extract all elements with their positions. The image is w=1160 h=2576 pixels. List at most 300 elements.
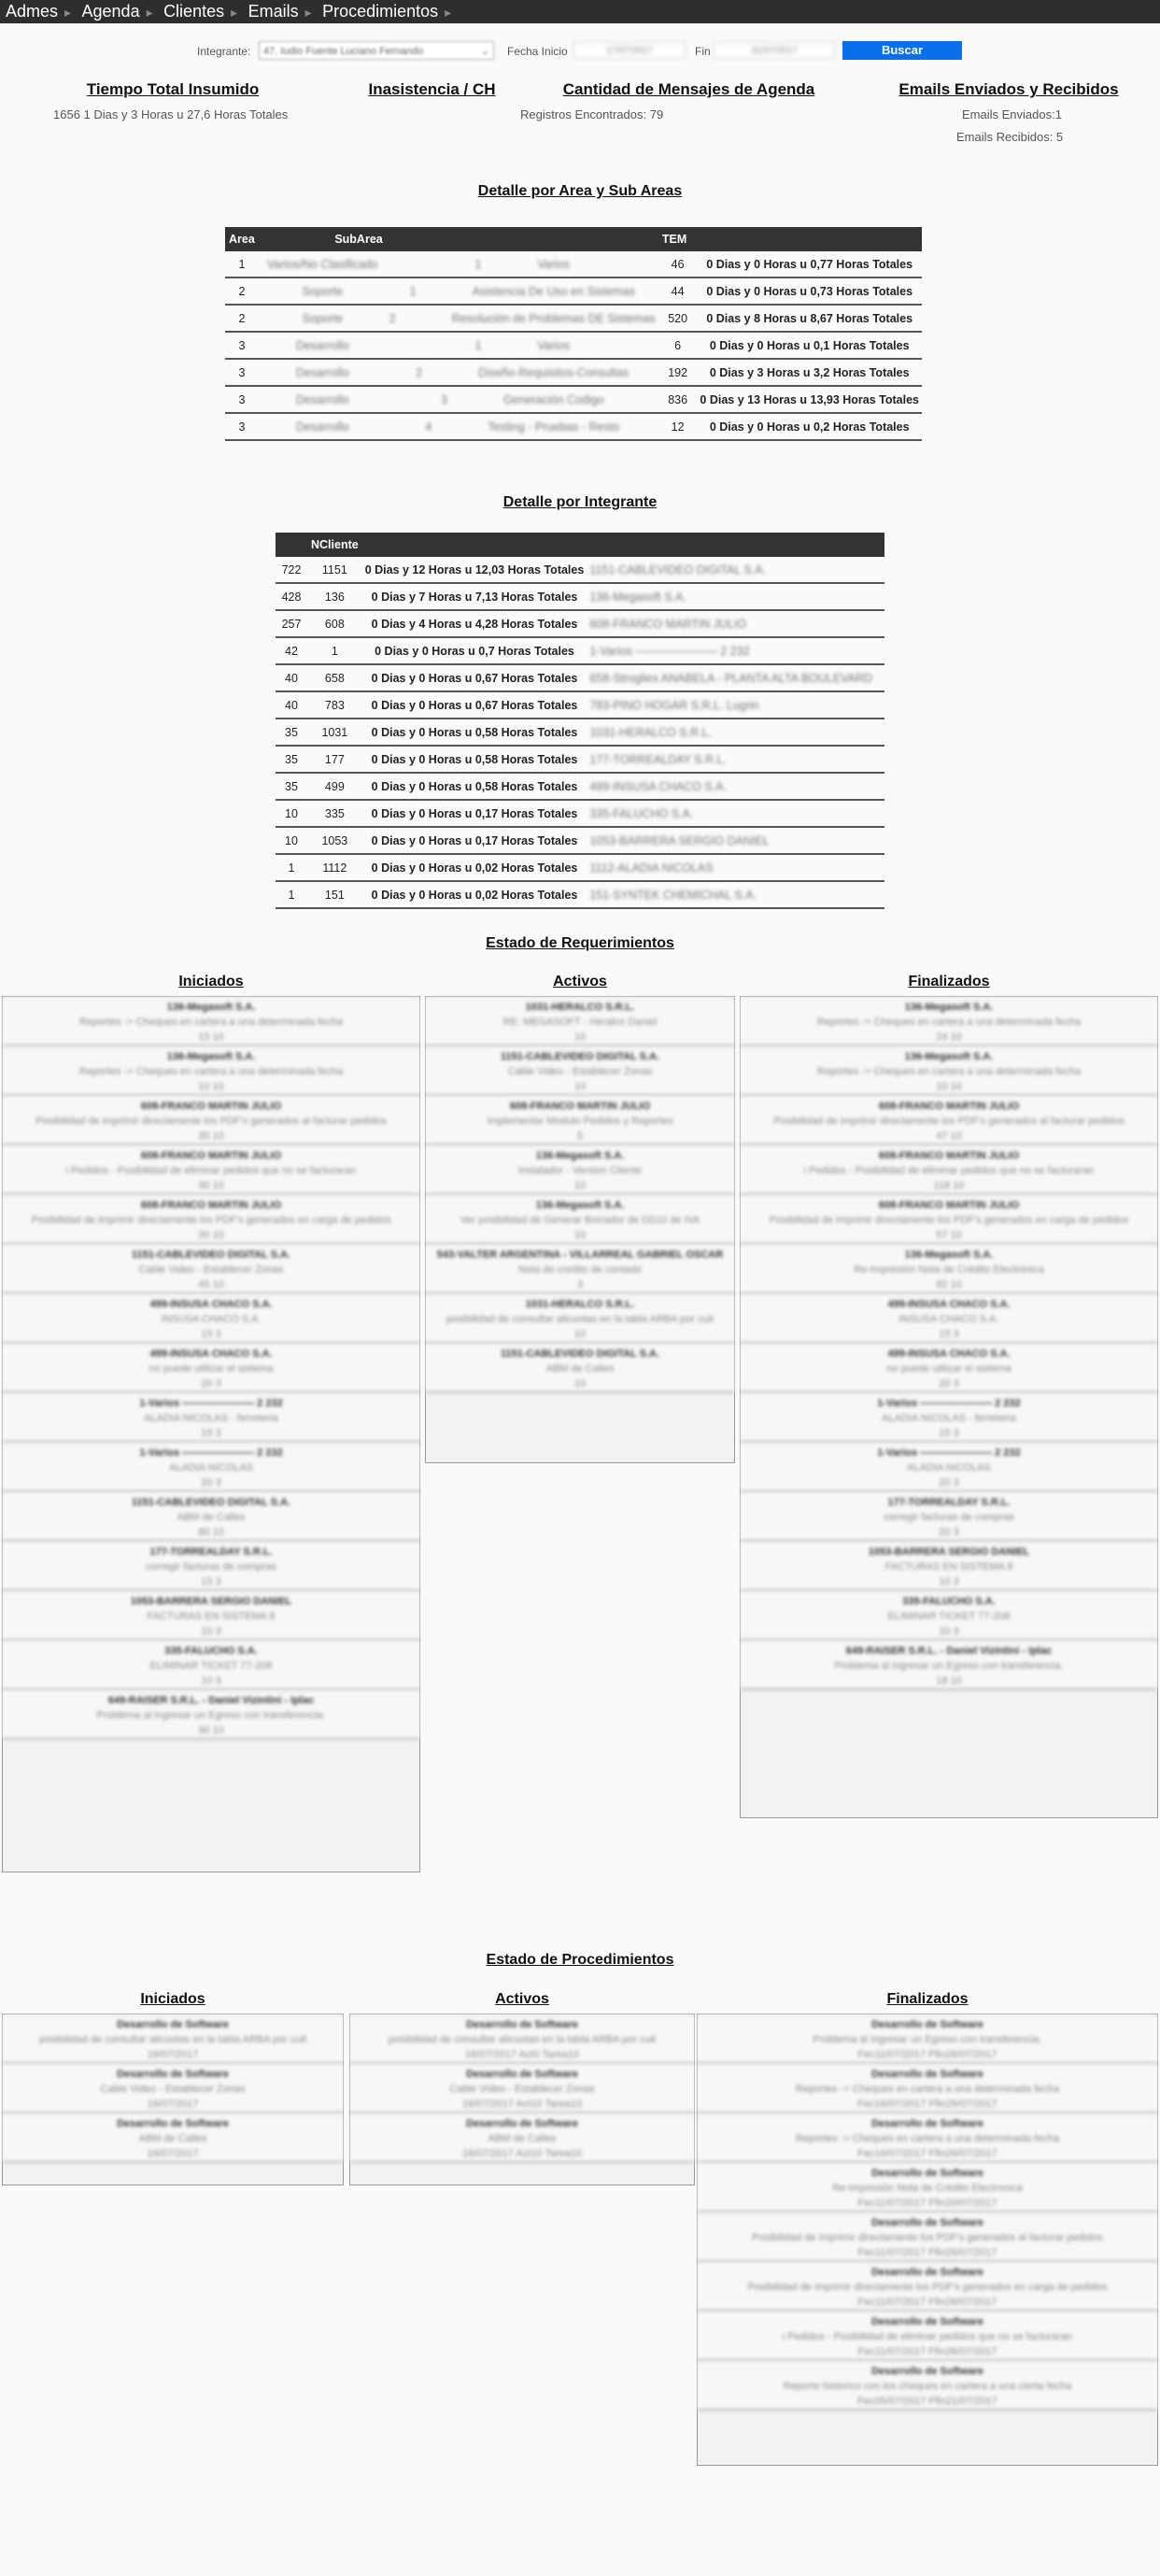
requerimiento-card[interactable] bbox=[3, 1443, 419, 1492]
area-name: Desarrollo bbox=[259, 413, 387, 440]
total-time: 0 Dias y 8 Horas u 8,67 Horas Totales bbox=[697, 305, 922, 332]
card-meta: 30 10 bbox=[198, 1180, 224, 1191]
card-title: Desarrollo de Software bbox=[871, 2217, 983, 2228]
tem-value: 192 bbox=[658, 359, 698, 386]
card-meta: 16/07/2017 bbox=[147, 2099, 199, 2110]
card-meta: 15 10 bbox=[198, 1032, 224, 1043]
req-activos-title: Activos bbox=[553, 974, 607, 989]
area-table-title: Detalle por Area y Sub Areas bbox=[477, 183, 683, 199]
ncliente-value: 608 bbox=[307, 610, 362, 637]
integrante-select[interactable] bbox=[259, 41, 494, 60]
integrante-table-row bbox=[276, 583, 884, 610]
card-description: ALADIA NICOLAS - ferreteria bbox=[882, 1413, 1016, 1424]
ncliente-value: 1112 bbox=[307, 854, 362, 881]
card-meta: 15 3 bbox=[201, 1329, 221, 1340]
subarea-cell bbox=[387, 332, 658, 359]
card-description: Reportes -> Cheques en cartera a una determinada fecha bbox=[795, 2133, 1060, 2144]
proc-iniciados-column bbox=[2, 2014, 344, 2185]
procedimiento-card[interactable] bbox=[698, 2213, 1157, 2262]
area-name: Desarrollo bbox=[259, 359, 387, 386]
card-meta: 16/07/2017 Act10 Tarea10 bbox=[461, 2099, 583, 2110]
procedimiento-card[interactable] bbox=[350, 2113, 694, 2163]
card-title: 177-TORREALDAY S.R.L. bbox=[149, 1546, 273, 1558]
card-meta: 15 3 bbox=[201, 1576, 221, 1587]
integrante-table-row bbox=[276, 637, 884, 664]
subarea-cell bbox=[387, 359, 658, 386]
card-title: 1-Varios ——————— 2 232 bbox=[877, 1398, 1021, 1409]
proc-iniciados-title: Iniciados bbox=[140, 1991, 205, 2007]
requerimiento-card[interactable] bbox=[3, 1591, 419, 1641]
card-description: Posibilidad de imprimir directamente los PDF's generados en carga de pedidos bbox=[31, 1215, 391, 1226]
cliente-name: 783-PINO HOGAR S.R.L. Lugrin bbox=[587, 691, 884, 719]
count-value: 42 bbox=[276, 637, 307, 664]
fecha-fin-input[interactable]: 31/07/2017 bbox=[714, 42, 835, 59]
card-title: 1151-CABLEVIDEO DIGITAL S.A. bbox=[500, 1051, 660, 1062]
integrante-table-row bbox=[276, 773, 884, 800]
requerimiento-card[interactable] bbox=[3, 997, 419, 1046]
card-description: Cable Video - Establecer Zonas bbox=[138, 1264, 284, 1275]
fecha-inicio-input[interactable]: 17/07/2017 bbox=[573, 42, 686, 59]
procedimiento-card[interactable] bbox=[350, 2064, 694, 2113]
procedimiento-card[interactable] bbox=[3, 2064, 343, 2113]
req-finalizados-column bbox=[740, 996, 1158, 1818]
card-description: ALADIA NICOLAS bbox=[907, 1462, 991, 1473]
requerimiento-card[interactable] bbox=[426, 1344, 734, 1393]
requerimiento-card[interactable] bbox=[3, 1641, 419, 1690]
tem-value: 520 bbox=[658, 305, 698, 332]
procedimiento-card[interactable] bbox=[698, 2064, 1157, 2113]
subarea-name: Asistencia De Uso en Sistemas bbox=[472, 284, 635, 298]
area-id: 1 bbox=[225, 251, 259, 278]
integrante-value: 47. Iudio Fuente Luciano Fernando bbox=[263, 46, 424, 57]
tiempo-value: 0 Dias y 0 Horas u 0,02 Horas Totales bbox=[362, 881, 587, 908]
subarea-id: 3 bbox=[440, 392, 447, 406]
card-description: i Pedidos - Posibilidad de eliminar pedidos que no se facturaran bbox=[782, 2331, 1073, 2342]
procedimiento-card[interactable] bbox=[698, 2014, 1157, 2064]
nav-admes[interactable]: Admes bbox=[6, 2, 59, 21]
card-meta: Fec16/07/2017 Ffin26/07/2017 bbox=[857, 2099, 997, 2110]
subarea-id: 2 bbox=[416, 365, 423, 379]
requerimiento-card[interactable] bbox=[741, 1096, 1157, 1146]
procedimiento-card[interactable] bbox=[698, 2262, 1157, 2312]
card-description: corregir facturas de compras bbox=[146, 1561, 276, 1573]
card-title: 1151-CABLEVIDEO DIGITAL S.A. bbox=[131, 1497, 291, 1508]
card-description: corregir facturas de compras bbox=[884, 1512, 1014, 1523]
area-id: 3 bbox=[225, 386, 259, 413]
fecha-inicio-label: Fecha Inicio bbox=[507, 45, 568, 58]
card-meta: 57 10 bbox=[936, 1230, 962, 1241]
requerimiento-card[interactable] bbox=[741, 997, 1157, 1046]
requerimiento-card[interactable] bbox=[426, 1195, 734, 1245]
card-title: Desarrollo de Software bbox=[871, 2316, 983, 2327]
subarea-cell bbox=[387, 278, 658, 305]
requerimiento-card[interactable] bbox=[426, 997, 734, 1046]
requerimiento-card[interactable] bbox=[741, 1245, 1157, 1294]
card-description: ELIMINAR TICKET 77-208 bbox=[149, 1660, 273, 1672]
integrante-table-row bbox=[276, 691, 884, 719]
cliente-name: 658-Strogliex ANABELA - PLANTA ALTA BOULEVARD bbox=[587, 664, 884, 691]
card-description: ABM de Calles bbox=[138, 2133, 207, 2144]
integrante-table-row bbox=[276, 827, 884, 854]
integrante-table bbox=[276, 533, 884, 909]
requerimiento-card[interactable] bbox=[741, 1195, 1157, 1245]
card-meta: 47 10 bbox=[936, 1131, 962, 1142]
col-cliente bbox=[587, 533, 884, 557]
area-table-row bbox=[225, 359, 922, 386]
card-title: 608-FRANCO MARTIN JULIO bbox=[878, 1200, 1020, 1211]
cliente-name: 1-Varios ——————— 2 232 bbox=[587, 637, 884, 664]
card-title: Desarrollo de Software bbox=[466, 2069, 578, 2080]
nav-separator: ▸ bbox=[64, 5, 72, 20]
count-value: 428 bbox=[276, 583, 307, 610]
card-description: Reportes -> Cheques en cartera a una determinada fecha bbox=[816, 1066, 1082, 1077]
tiempo-value: 0 Dias y 7 Horas u 7,13 Horas Totales bbox=[362, 583, 587, 610]
area-name: Desarrollo bbox=[259, 386, 387, 413]
card-meta: 20 3 bbox=[939, 1378, 959, 1389]
total-time: 0 Dias y 0 Horas u 0,2 Horas Totales bbox=[697, 413, 922, 440]
integrante-table-header bbox=[276, 533, 884, 557]
area-table-row bbox=[225, 251, 922, 278]
procedimiento-card[interactable] bbox=[350, 2014, 694, 2064]
tiempo-value: 0 Dias y 0 Horas u 0,58 Horas Totales bbox=[362, 719, 587, 746]
card-meta: Fec11/07/2017 Ffin26/07/2017 bbox=[857, 2049, 997, 2060]
ncliente-value: 177 bbox=[307, 746, 362, 773]
tiempo-value: 0 Dias y 4 Horas u 4,28 Horas Totales bbox=[362, 610, 587, 637]
card-title: 608-FRANCO MARTIN JULIO bbox=[140, 1200, 282, 1211]
requerimiento-card[interactable] bbox=[3, 1096, 419, 1146]
area-name: Desarrollo bbox=[259, 332, 387, 359]
card-title: 136-Megasoft S.A. bbox=[166, 1002, 256, 1013]
card-title: 335-FALUCHO S.A. bbox=[902, 1596, 996, 1607]
requerimiento-card[interactable] bbox=[741, 1542, 1157, 1591]
area-table bbox=[225, 227, 922, 441]
subarea-name: Varios bbox=[537, 257, 571, 271]
total-time: 0 Dias y 0 Horas u 0,1 Horas Totales bbox=[697, 332, 922, 359]
tiempo-value: 0 Dias y 0 Horas u 0,02 Horas Totales bbox=[362, 854, 587, 881]
card-meta: 10 bbox=[573, 1032, 587, 1043]
card-meta: 15 3 bbox=[939, 1428, 959, 1439]
nav-separator: ▸ bbox=[445, 5, 452, 20]
card-description: Posibilidad de imprimir directamente los PDF's generados en carga de pedidos bbox=[747, 2282, 1108, 2293]
card-description: Posibilidad de imprimir directamente los PDF's generados al facturar pedidos bbox=[752, 2232, 1103, 2243]
ncliente-value: 136 bbox=[307, 583, 362, 610]
requerimiento-card[interactable] bbox=[3, 1542, 419, 1591]
requerimiento-card[interactable] bbox=[3, 1344, 419, 1393]
card-meta: 20 3 bbox=[939, 1477, 959, 1488]
requerimiento-card[interactable] bbox=[3, 1690, 419, 1740]
tem-value: 44 bbox=[658, 278, 698, 305]
proc-finalizados-column bbox=[697, 2014, 1158, 2466]
total-time: 0 Dias y 0 Horas u 0,73 Horas Totales bbox=[697, 278, 922, 305]
subarea-id: 1 bbox=[409, 284, 417, 298]
nav-emails[interactable]: Emails bbox=[248, 2, 299, 21]
tiempo-value: 0 Dias y 12 Horas u 12,03 Horas Totales bbox=[362, 557, 587, 583]
procedimiento-card[interactable] bbox=[698, 2361, 1157, 2411]
requerimiento-card[interactable] bbox=[741, 1344, 1157, 1393]
card-meta: 5 bbox=[576, 1131, 584, 1142]
card-description: Implementar Modulo Pedidos y Reportes bbox=[487, 1116, 673, 1127]
ncliente-value: 1053 bbox=[307, 827, 362, 854]
integrante-table-row bbox=[276, 800, 884, 827]
req-finalizados-title: Finalizados bbox=[908, 974, 990, 989]
tiempo-value: 1656 1 Dias y 3 Horas u 27,6 Horas Totales bbox=[53, 107, 289, 121]
area-table-row bbox=[225, 305, 922, 332]
cliente-name: 1031-HERALCO S.R.L. bbox=[587, 719, 884, 746]
card-meta: 10 bbox=[573, 1180, 587, 1191]
procedimiento-card[interactable] bbox=[3, 2113, 343, 2163]
area-table-row bbox=[225, 278, 922, 305]
col-count bbox=[276, 533, 307, 557]
requerimiento-card[interactable] bbox=[3, 1492, 419, 1542]
card-description: no puede utilizar el sistema bbox=[886, 1363, 1011, 1374]
requerimiento-card[interactable] bbox=[3, 1046, 419, 1096]
count-value: 10 bbox=[276, 800, 307, 827]
area-id: 2 bbox=[225, 305, 259, 332]
ncliente-value: 1 bbox=[307, 637, 362, 664]
card-description: Reportes -> Cheques en cartera a una determinada fecha bbox=[78, 1066, 344, 1077]
tiempo-title: Tiempo Total Insumido bbox=[86, 80, 260, 98]
nav-clientes[interactable]: Clientes bbox=[163, 2, 225, 21]
integrante-table-title: Detalle por Integrante bbox=[502, 494, 658, 510]
card-meta: 16/07/2017 Act0 Tarea10 bbox=[464, 2049, 580, 2060]
area-table-header bbox=[225, 227, 922, 251]
mensajes-value: Registros Encontrados: 79 bbox=[520, 107, 664, 121]
card-title: 1151-CABLEVIDEO DIGITAL S.A. bbox=[500, 1348, 660, 1359]
card-description: FACTURAS EN SISTEMA 8 bbox=[884, 1561, 1013, 1573]
card-title: 335-FALUCHO S.A. bbox=[164, 1645, 258, 1657]
requerimiento-card[interactable] bbox=[741, 1492, 1157, 1542]
requerimiento-card[interactable] bbox=[426, 1294, 734, 1344]
area-id: 3 bbox=[225, 359, 259, 386]
card-title: 1-Varios ——————— 2 232 bbox=[877, 1447, 1021, 1459]
area-table-row bbox=[225, 332, 922, 359]
area-name: Soporte bbox=[259, 278, 387, 305]
card-description: Reportes -> Cheques en cartera a una determinada fecha bbox=[795, 2084, 1060, 2095]
nav-procedimientos[interactable]: Procedimientos bbox=[322, 2, 439, 21]
card-description: Posibilidad de imprimir directamente los PDF's generados al facturar pedidos bbox=[35, 1116, 387, 1127]
procedimiento-card[interactable] bbox=[3, 2014, 343, 2064]
card-meta: Fec11/07/2017 Ffin26/07/2017 bbox=[857, 2297, 997, 2308]
card-description: posibilidad de consultar alicuotas en la tabla ARBA por cuit bbox=[388, 2034, 657, 2045]
subarea-cell bbox=[387, 413, 658, 440]
subarea-id: 1 bbox=[474, 257, 482, 271]
integrante-table-row bbox=[276, 664, 884, 691]
area-id: 2 bbox=[225, 278, 259, 305]
emails-title: Emails Enviados y Recibidos bbox=[898, 80, 1119, 98]
card-title: 1-Varios ——————— 2 232 bbox=[139, 1398, 283, 1409]
subarea-id: 1 bbox=[474, 338, 482, 352]
card-title: 649-RAISER S.R.L. - Daniel Vizintini - Iplac bbox=[845, 1645, 1053, 1657]
card-meta: 20 3 bbox=[939, 1527, 959, 1538]
tem-value: 6 bbox=[658, 332, 698, 359]
card-meta: 10 3 bbox=[939, 1626, 959, 1637]
card-title: 608-FRANCO MARTIN JULIO bbox=[140, 1150, 282, 1161]
count-value: 35 bbox=[276, 773, 307, 800]
ncliente-value: 783 bbox=[307, 691, 362, 719]
integrante-table-row bbox=[276, 746, 884, 773]
card-title: 136-Megasoft S.A. bbox=[904, 1002, 994, 1013]
subarea-name: Testing - Pruebas - Resto bbox=[488, 420, 620, 434]
card-description: ALADIA NICOLAS - ferreteria bbox=[144, 1413, 278, 1424]
cliente-name: 335-FALUCHO S.A. bbox=[587, 800, 884, 827]
card-meta: 20 3 bbox=[201, 1477, 221, 1488]
card-title: Desarrollo de Software bbox=[466, 2019, 578, 2030]
count-value: 35 bbox=[276, 746, 307, 773]
area-table-row bbox=[225, 386, 922, 413]
card-meta: 10 10 bbox=[198, 1081, 224, 1092]
card-title: 1151-CABLEVIDEO DIGITAL S.A. bbox=[131, 1249, 291, 1260]
card-description: Reportes -> Cheques en cartera a una determinada fecha bbox=[816, 1017, 1082, 1028]
cliente-name: 1112-ALADIA NICOLAS bbox=[587, 854, 884, 881]
card-title: Desarrollo de Software bbox=[117, 2069, 229, 2080]
card-description: Re-Impresión Nota de Crédito Electronica bbox=[832, 2183, 1023, 2194]
nav-separator: ▸ bbox=[304, 5, 312, 20]
nav-agenda[interactable]: Agenda bbox=[81, 2, 140, 21]
ncliente-value: 658 bbox=[307, 664, 362, 691]
card-meta: 10 bbox=[573, 1230, 587, 1241]
requerimiento-card[interactable] bbox=[741, 1393, 1157, 1443]
card-title: Desarrollo de Software bbox=[871, 2267, 983, 2278]
cliente-name: 177-TORREALDAY S.R.L. bbox=[587, 746, 884, 773]
card-meta: 30 10 bbox=[198, 1230, 224, 1241]
chevron-down-icon: ⌄ bbox=[480, 46, 489, 57]
requerimiento-card[interactable] bbox=[3, 1195, 419, 1245]
card-description: Cable Video - Establecer Zonas bbox=[100, 2084, 246, 2095]
card-description: Reporte historico con los cheques en cartera a una cierta fecha bbox=[783, 2381, 1072, 2392]
card-meta: Fec11/07/2017 Ffin26/07/2017 bbox=[857, 2346, 997, 2357]
proc-finalizados-title: Finalizados bbox=[886, 1991, 969, 2007]
card-title: 1031-HERALCO S.R.L. bbox=[525, 1002, 635, 1013]
mensajes-title: Cantidad de Mensajes de Agenda bbox=[562, 80, 815, 98]
count-value: 10 bbox=[276, 827, 307, 854]
card-description: Re-Impresión Nota de Crédito Electronica bbox=[854, 1264, 1044, 1275]
requerimiento-card[interactable] bbox=[3, 1146, 419, 1195]
col-tiempo bbox=[362, 533, 587, 557]
tiempo-value: 0 Dias y 0 Horas u 0,17 Horas Totales bbox=[362, 827, 587, 854]
card-description: INSUSA CHACO S.A. bbox=[161, 1314, 262, 1325]
count-value: 722 bbox=[276, 557, 307, 583]
card-description: Nota de credito de contado bbox=[517, 1264, 643, 1275]
requerimiento-card[interactable] bbox=[3, 1294, 419, 1344]
card-title: 499-INSUSA CHACO S.A. bbox=[149, 1348, 273, 1359]
card-description: FACTURAS EN SISTEMA 8 bbox=[147, 1611, 276, 1622]
requerimiento-card[interactable] bbox=[426, 1046, 734, 1096]
cliente-name: 499-INSUSA CHACO S.A. bbox=[587, 773, 884, 800]
card-title: Desarrollo de Software bbox=[466, 2118, 578, 2129]
requerimiento-card[interactable] bbox=[426, 1096, 734, 1146]
subarea-id: 4 bbox=[425, 420, 432, 434]
card-title: 649-RAISER S.R.L. - Daniel Vizintini - Iplac bbox=[107, 1695, 315, 1706]
card-title: 499-INSUSA CHACO S.A. bbox=[887, 1348, 1011, 1359]
emails-enviados: Emails Enviados:1 bbox=[962, 107, 1062, 121]
card-title: 1053-BARRERA SERGIO DANIEL bbox=[868, 1546, 1030, 1558]
card-meta: 15 3 bbox=[939, 1329, 959, 1340]
count-value: 40 bbox=[276, 691, 307, 719]
requerimiento-card[interactable] bbox=[741, 1146, 1157, 1195]
requerimiento-card[interactable] bbox=[741, 1046, 1157, 1096]
card-meta: Fec11/07/2017 Ffin20/07/2017 bbox=[857, 2198, 997, 2209]
card-description: Ver posibilidad de Generar Borrador de DDJJ de IVA bbox=[460, 1215, 700, 1226]
cliente-name: 1151-CABLEVIDEO DIGITAL S.A. bbox=[587, 557, 884, 583]
cliente-name: 608-FRANCO MARTIN JULIO bbox=[587, 610, 884, 637]
card-meta: 16/07/2017 bbox=[147, 2148, 199, 2159]
requerimiento-card[interactable] bbox=[741, 1591, 1157, 1641]
card-title: 177-TORREALDAY S.R.L. bbox=[887, 1497, 1011, 1508]
integrante-label: Integrante: bbox=[197, 45, 251, 58]
card-title: 608-FRANCO MARTIN JULIO bbox=[878, 1101, 1020, 1112]
buscar-button[interactable]: Buscar bbox=[842, 41, 962, 60]
card-meta: 3 bbox=[576, 1279, 584, 1290]
procedimiento-card[interactable] bbox=[698, 2312, 1157, 2361]
procedimiento-card[interactable] bbox=[698, 2113, 1157, 2163]
nav-separator: ▸ bbox=[146, 5, 153, 20]
card-title: Desarrollo de Software bbox=[117, 2118, 229, 2129]
card-title: 1053-BARRERA SERGIO DANIEL bbox=[130, 1596, 292, 1607]
card-title: Desarrollo de Software bbox=[871, 2069, 983, 2080]
card-description: Problema al ingresar un Egreso con transferencia. bbox=[813, 2034, 1042, 2045]
card-meta: 16/07/2017 Act10 Tarea10 bbox=[461, 2148, 583, 2159]
proc-activos-title: Activos bbox=[495, 1991, 549, 2007]
requerimiento-card[interactable] bbox=[741, 1443, 1157, 1492]
requerimiento-card[interactable] bbox=[741, 1641, 1157, 1690]
requerimiento-card[interactable] bbox=[741, 1294, 1157, 1344]
subarea-cell bbox=[387, 305, 658, 332]
area-name: Soporte bbox=[259, 305, 387, 332]
col-spacer bbox=[387, 227, 658, 251]
proc-activos-column bbox=[349, 2014, 695, 2185]
card-title: 1031-HERALCO S.R.L. bbox=[525, 1299, 635, 1310]
card-description: posibilidad de consultar alicuotas en la tabla ARBA por cuit bbox=[446, 1314, 714, 1325]
emails-recibidos: Emails Recibidos: 5 bbox=[956, 130, 1064, 144]
cliente-name: 1053-BARRERA SERGIO DANIEL bbox=[587, 827, 884, 854]
card-description: Reportes -> Cheques en cartera a una determinada fecha bbox=[78, 1017, 344, 1028]
card-description: Problema al ingresar un Egreso con transferencia. bbox=[834, 1660, 1064, 1672]
card-meta: 10 bbox=[573, 1378, 587, 1389]
subarea-name: Diseño-Requisitos-Consultas bbox=[478, 365, 630, 379]
ncliente-value: 1151 bbox=[307, 557, 362, 583]
procedimiento-card[interactable] bbox=[698, 2163, 1157, 2213]
requerimiento-card[interactable] bbox=[426, 1245, 734, 1294]
col-ncliente: NCliente bbox=[307, 533, 362, 557]
col-tem: TEM bbox=[658, 227, 698, 251]
card-title: Desarrollo de Software bbox=[871, 2118, 983, 2129]
total-time: 0 Dias y 0 Horas u 0,77 Horas Totales bbox=[697, 251, 922, 278]
integrante-table-row bbox=[276, 854, 884, 881]
tem-value: 12 bbox=[658, 413, 698, 440]
card-meta: 80 10 bbox=[198, 1527, 224, 1538]
card-title: 499-INSUSA CHACO S.A. bbox=[887, 1299, 1011, 1310]
card-title: 543-VALTER ARGENTINA - VILLARREAL GABRIEL OSCAR bbox=[436, 1249, 724, 1260]
card-meta: 20 3 bbox=[201, 1378, 221, 1389]
requerimiento-card[interactable] bbox=[426, 1146, 734, 1195]
nav-separator: ▸ bbox=[231, 5, 238, 20]
subarea-name: Varios bbox=[537, 338, 571, 352]
col-subarea: SubArea bbox=[259, 227, 387, 251]
card-description: no puede utilizar el sistema bbox=[149, 1363, 274, 1374]
ncliente-value: 335 bbox=[307, 800, 362, 827]
count-value: 1 bbox=[276, 881, 307, 908]
requerimiento-card[interactable] bbox=[3, 1393, 419, 1443]
card-meta: 10 bbox=[573, 1081, 587, 1092]
requerimiento-card[interactable] bbox=[3, 1245, 419, 1294]
ncliente-value: 151 bbox=[307, 881, 362, 908]
card-title: 608-FRANCO MARTIN JULIO bbox=[140, 1101, 282, 1112]
card-title: Desarrollo de Software bbox=[871, 2366, 983, 2377]
card-meta: 118 10 bbox=[933, 1180, 965, 1191]
card-meta: 10 3 bbox=[201, 1626, 221, 1637]
ncliente-value: 499 bbox=[307, 773, 362, 800]
card-description: ABM de Calles bbox=[545, 1363, 615, 1374]
